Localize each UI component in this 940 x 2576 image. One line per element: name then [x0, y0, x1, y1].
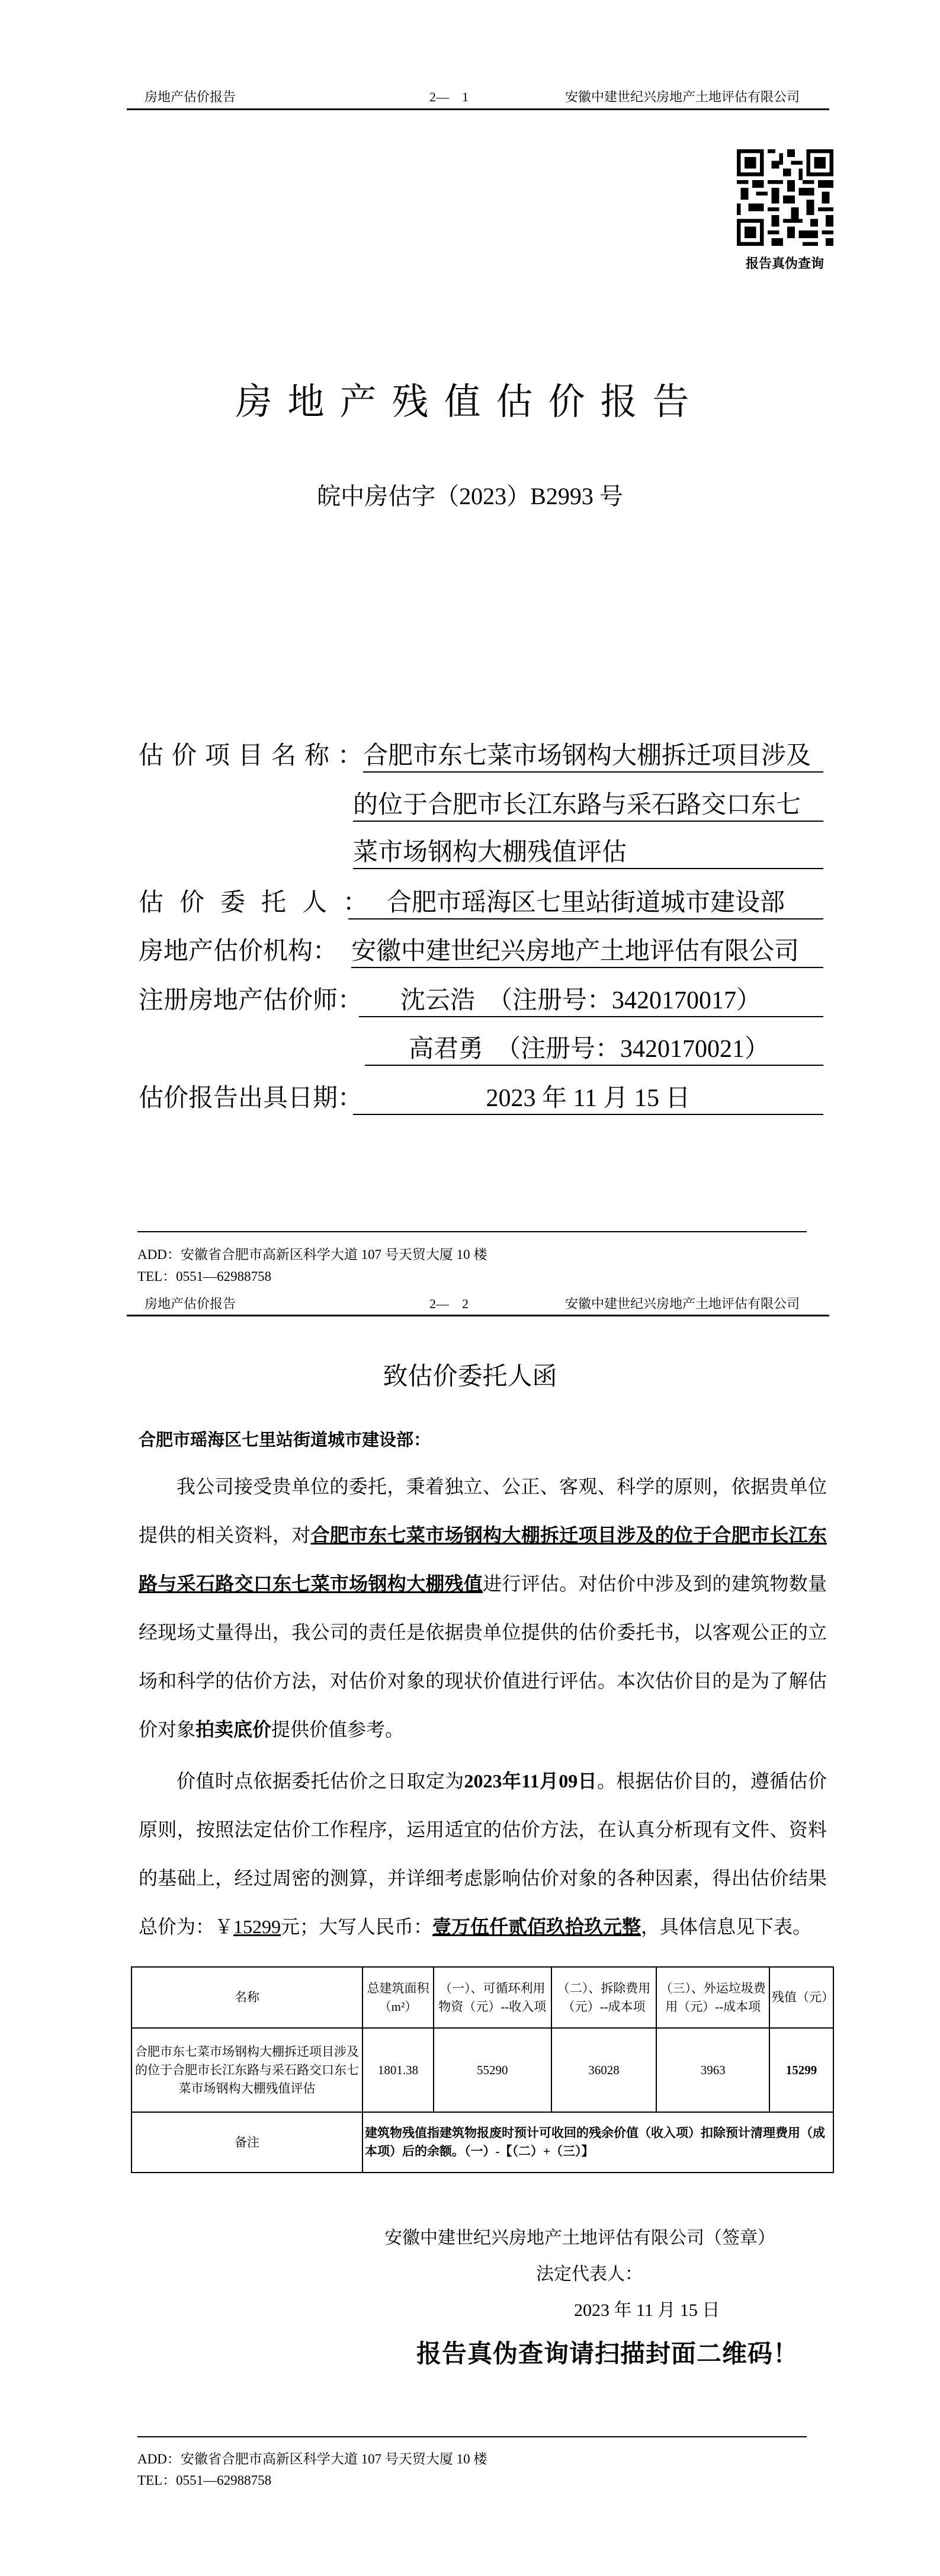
header-title: 房地产估价报告 — [145, 89, 236, 104]
header-page-number: 2— 1 — [429, 89, 469, 104]
text: 元；大写人民币： — [281, 1916, 433, 1937]
qr-caption: 报告真伪查询 — [745, 256, 824, 271]
header-title: 房地产估价报告 — [145, 1296, 236, 1311]
project-name-label: 估价项目名称： — [139, 742, 371, 770]
project-name-line-1: 合肥市东七菜市场钢构大棚拆迁项目涉及 — [363, 741, 823, 773]
verification-note: 报告真伪查询请扫描封面二维码！ — [416, 2341, 799, 2368]
col-header: （三）、外运垃圾费用（元）--成本项 — [656, 1967, 769, 2028]
client-label: 估价委托人： — [139, 889, 384, 917]
text: 。根据估价目的，遵循估价原则，按照法定估价工作程序，运用适宜的估价方法，在认真分析现有文件、资料的基础上，经过周密的测算，并详细考虑影响估价对象的各种因素，得出估价结果总价为：￥ — [139, 1770, 827, 1937]
letter-paragraph-1 — [139, 1462, 827, 1754]
project-name-line-3: 菜市场钢构大棚残值评估 — [353, 837, 823, 869]
cell-recyclable: 55290 — [434, 2028, 551, 2112]
header-company: 安徽中建世纪兴房地产土地评估有限公司 — [565, 89, 800, 104]
signature-date: 2023 年 11 月 15 日 — [574, 2301, 720, 2320]
header-divider — [127, 108, 829, 110]
table-row — [131, 2028, 833, 2112]
agency-value: 安徽中建世纪兴房地产土地评估有限公司 — [351, 936, 823, 968]
qr-code-icon[interactable] — [737, 149, 833, 246]
text: 进行评估。对估价中涉及到的建筑物数量经现场丈量得出，我公司的责任是依据贵单位提供的估价委托书，以客观公正的立场和科学的估价方法，对估价对象的现状价值进行评估。本次估价目的是为了解估价对象 — [139, 1573, 827, 1740]
legal-representative: 法定代表人： — [536, 2264, 643, 2284]
header-divider — [127, 1315, 829, 1316]
text: 价值时点依据委托估价之日取定为 — [177, 1770, 464, 1792]
table-header-row — [131, 1967, 833, 2028]
remark-label: 备注 — [131, 2112, 362, 2173]
header-company: 安徽中建世纪兴房地产土地评估有限公司 — [565, 1296, 800, 1311]
appraisal-object: 合肥市东七菜市场钢构大棚拆迁项目涉及的位于合肥市长江东路与采石路交口东七菜市场钢构大棚残值 — [139, 1524, 827, 1594]
total-value: 15299 — [233, 1916, 281, 1937]
remark-text: 建筑物残值指建筑物报废时预计可收回的残余价值（收入项）扣除预计清理费用（成本项）后的余额。（一）-【（二）+（三）】 — [362, 2112, 833, 2173]
col-header: 总建筑面积（m²） — [362, 1967, 434, 2028]
footer-divider — [137, 1231, 807, 1232]
footer-divider — [137, 2436, 807, 2437]
addressee: 合肥市瑶海区七里站街道城市建设部： — [139, 1431, 431, 1450]
appraiser-label: 注册房地产估价师： — [139, 987, 363, 1014]
total-value-in-words: 壹万伍仟贰佰玖拾玖元整 — [432, 1916, 641, 1937]
report-date-value: 2023 年 11 月 15 日 — [353, 1083, 823, 1115]
cell-area: 1801.38 — [362, 2028, 434, 2112]
text: 提供价值参考。 — [271, 1719, 405, 1740]
header-page-number: 2— 2 — [429, 1296, 469, 1311]
appraiser-2: 高君勇 （注册号：3420170021） — [365, 1034, 823, 1066]
report-date-label: 估价报告出具日期： — [139, 1085, 363, 1112]
signature-company: 安徽中建世纪兴房地产土地评估有限公司（签章） — [384, 2228, 775, 2248]
col-header: （一）、可循环利用物资（元）--收入项 — [434, 1967, 551, 2028]
text: 我公司接受贵单位的委托，秉着独立、公正、客观、科学的原则，依据贵单位提供的相关资料，对 — [139, 1476, 827, 1546]
cell-name: 合肥市东七菜市场钢构大棚拆迁项目涉及的位于合肥市长江东路与采石路交口东七菜市场钢构大棚残值评估 — [131, 2028, 362, 2112]
footer-address: ADD：安徽省合肥市高新区科学大道 107 号天贸大厦 10 楼 — [137, 2452, 487, 2466]
cell-demolition: 36028 — [551, 2028, 657, 2112]
text: ，具体信息见下表。 — [641, 1916, 812, 1937]
value-date: 2023年11月09日 — [464, 1770, 597, 1792]
cell-residual-value: 15299 — [769, 2028, 833, 2112]
appraiser-1: 沈云浩 （注册号：3420170017） — [359, 985, 823, 1017]
footer-address: ADD：安徽省合肥市高新区科学大道 107 号天贸大厦 10 楼 — [137, 1247, 487, 1262]
project-name-line-2: 的位于合肥市长江东路与采石路交口东七 — [353, 790, 823, 822]
table-remark-row — [131, 2112, 833, 2173]
agency-label: 房地产估价机构： — [139, 938, 338, 965]
report-number: 皖中房估字（2023）B2993 号 — [317, 483, 623, 510]
valuation-table — [131, 1966, 834, 2173]
footer-phone: TEL：0551—62988758 — [137, 2473, 272, 2488]
cell-waste-removal: 3963 — [656, 2028, 769, 2112]
letter-paragraph-2 — [139, 1757, 827, 1951]
appraisal-purpose: 拍卖底价 — [195, 1719, 272, 1740]
col-header: 残值（元） — [769, 1967, 833, 2028]
letter-title: 致估价委托人函 — [383, 1363, 557, 1390]
footer-phone: TEL：0551—62988758 — [137, 1269, 272, 1284]
client-value: 合肥市瑶海区七里站街道城市建设部 — [348, 887, 823, 919]
report-title: 房地产残值估价报告 — [235, 382, 705, 422]
col-header: （二）、拆除费用（元）--成本项 — [551, 1967, 657, 2028]
col-header: 名称 — [131, 1967, 362, 2028]
